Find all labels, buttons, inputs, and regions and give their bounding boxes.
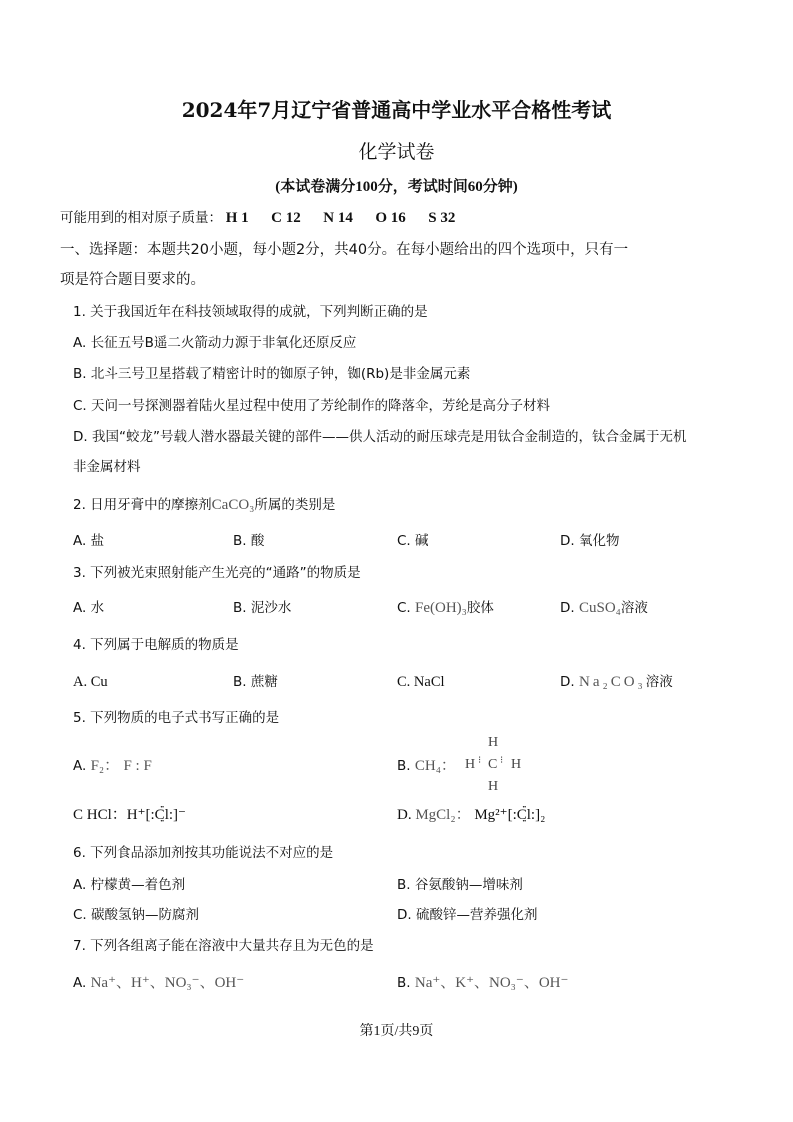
q4-option-c: C. NaCl (397, 674, 445, 690)
q3-option-c (397, 598, 494, 618)
mass-o: O 16 (375, 210, 406, 226)
section-instructions-cont: 项是符合题目要求的。 (60, 272, 205, 288)
mass-n: N 14 (323, 210, 353, 226)
exam-title: 2024年7月辽宁省普通高中学业水平合格性考试 (181, 98, 612, 122)
q5-option-a (73, 756, 152, 776)
q3-option-b: B. 泥沙水 (233, 600, 292, 616)
q7-a-ions: Na⁺、H⁺、NO₃⁻、OH⁻ (90, 975, 245, 991)
q5-b-label: B. (397, 758, 411, 774)
q5-a-label: A. (73, 758, 87, 774)
q5-b-bond-dots-right: ⁝ (500, 755, 504, 766)
question-3: 3. 下列被光束照射能产生光亮的“通路”的物质是 (73, 565, 361, 581)
q1-option-d: D. 我国“蛟龙”号载人潜水器最关键的部件——供人活动的耐压球壳是用钛合金制造的，钛合金属于无机 (73, 429, 687, 445)
q5-c-h-ion: H⁺[ (126, 807, 151, 823)
atomic-masses (60, 208, 455, 228)
q3-c-formula: Fe(OH)₃ (415, 600, 467, 616)
q5-c-cl-ion: • • :Cl: • • (151, 805, 174, 825)
q3-option-d (560, 598, 648, 618)
q3-d-label: D. (560, 600, 575, 616)
q5-d-cl-ion: • • :Cl: • • (513, 805, 536, 825)
question-1: 1. 关于我国近年在科技领域取得的成就，下列判断正确的是 (73, 304, 428, 320)
exam-note: (本试卷满分100分，考试时间60分钟) (275, 179, 518, 195)
q3-c-label: C. (397, 600, 411, 616)
q2-stem-pre: 2. 日用牙膏中的摩擦剂 (73, 497, 212, 513)
mass-h: H 1 (225, 210, 249, 226)
mass-c: C 12 (271, 210, 301, 226)
q6-option-a: A. 柠檬黄—着色剂 (73, 877, 186, 893)
q5-c-bracket: ]⁻ (173, 807, 186, 823)
q3-d-formula: CuSO₄ (578, 600, 621, 616)
q6-option-b: B. 谷氨酸钠—增味剂 (397, 877, 523, 893)
q5-b-carbon: C (488, 757, 498, 772)
q5-option-b (397, 756, 456, 776)
q7-b-label: B. (397, 975, 411, 991)
q5-a-formula: F₂： (90, 758, 120, 774)
q4-d-text: 溶液 (645, 674, 673, 690)
q6-option-d: D. 硫酸锌—营养强化剂 (397, 907, 538, 923)
page-footer: 第1页/共9页 (359, 1024, 434, 1039)
q2-stem-post: 所属的类别是 (254, 497, 336, 513)
q4-d-label: D. (560, 674, 575, 690)
q5-b-top-h: H (488, 735, 499, 750)
question-6: 6. 下列食品添加剂按其功能说法不对应的是 (73, 845, 334, 861)
q7-option-b (397, 973, 568, 993)
q1-option-d-cont: 非金属材料 (73, 459, 141, 475)
q5-c-label: C HCl： (73, 807, 127, 823)
q4-option-d (560, 672, 673, 692)
q2-formula: CaCO₃ (211, 497, 255, 513)
q2-option-a: A. 盐 (73, 533, 105, 549)
q4-option-b: B. 蔗糖 (233, 674, 278, 690)
q3-d-text: 溶液 (620, 600, 648, 616)
question-4: 4. 下列属于电解质的物质是 (73, 637, 239, 653)
q5-d-mg-ion: Mg²⁺[ (474, 807, 513, 823)
q2-option-b: B. 酸 (233, 533, 265, 549)
q1-option-c: C. 天问一号探测器着陆火星过程中使用了芳纶制作的降落伞，芳纶是高分子材料 (73, 398, 551, 414)
q5-d-label: D. (397, 807, 412, 823)
q3-c-text: 胶体 (466, 600, 494, 616)
q7-b-ions: Na⁺、K⁺、NO₃⁻、OH⁻ (414, 975, 569, 991)
exam-subject: 化学试卷 (358, 141, 435, 163)
q5-d-bracket: ]₂ (535, 807, 546, 823)
section-instructions: 一、选择题：本题共20小题，每小题2分，共40分。在每小题给出的四个选项中，只有一 (60, 242, 629, 258)
q5-b-formula: CH₄： (414, 758, 456, 774)
q5-option-c (73, 805, 186, 825)
q2-option-c: C. 碱 (397, 533, 429, 549)
mass-s: S 32 (428, 210, 456, 226)
q3-option-a: A. 水 (73, 600, 105, 616)
q7-a-label: A. (73, 975, 87, 991)
q1-option-b: B. 北斗三号卫星搭载了精密计时的铷原子钟，铷(Rb)是非金属元素 (73, 366, 471, 382)
q5-a-structure: F : F (123, 758, 152, 774)
q5-b-bond-dots: ⁝ (478, 755, 482, 766)
q2-option-d: D. 氧化物 (560, 533, 620, 549)
question-2 (73, 495, 335, 515)
q5-b-right-h: H (511, 757, 522, 772)
question-5: 5. 下列物质的电子式书写正确的是 (73, 710, 280, 726)
q6-option-c: C. 碳酸氢钠—防腐剂 (73, 907, 200, 923)
question-7: 7. 下列各组离子能在溶液中大量共存且为无色的是 (73, 938, 374, 954)
q5-b-left-h: H (465, 757, 476, 772)
q5-option-d (397, 805, 545, 825)
q1-option-a: A. 长征五号B遥二火箭动力源于非氧化还原反应 (73, 335, 357, 351)
q5-b-bottom-h: H (488, 779, 499, 794)
q4-option-a: A. Cu (73, 674, 108, 690)
q5-d-formula: MgCl₂： (415, 807, 471, 823)
q4-d-formula: Na₂CO₃ (578, 674, 646, 690)
q7-option-a (73, 973, 244, 993)
masses-label: 可能用到的相对原子质量： (60, 210, 222, 226)
